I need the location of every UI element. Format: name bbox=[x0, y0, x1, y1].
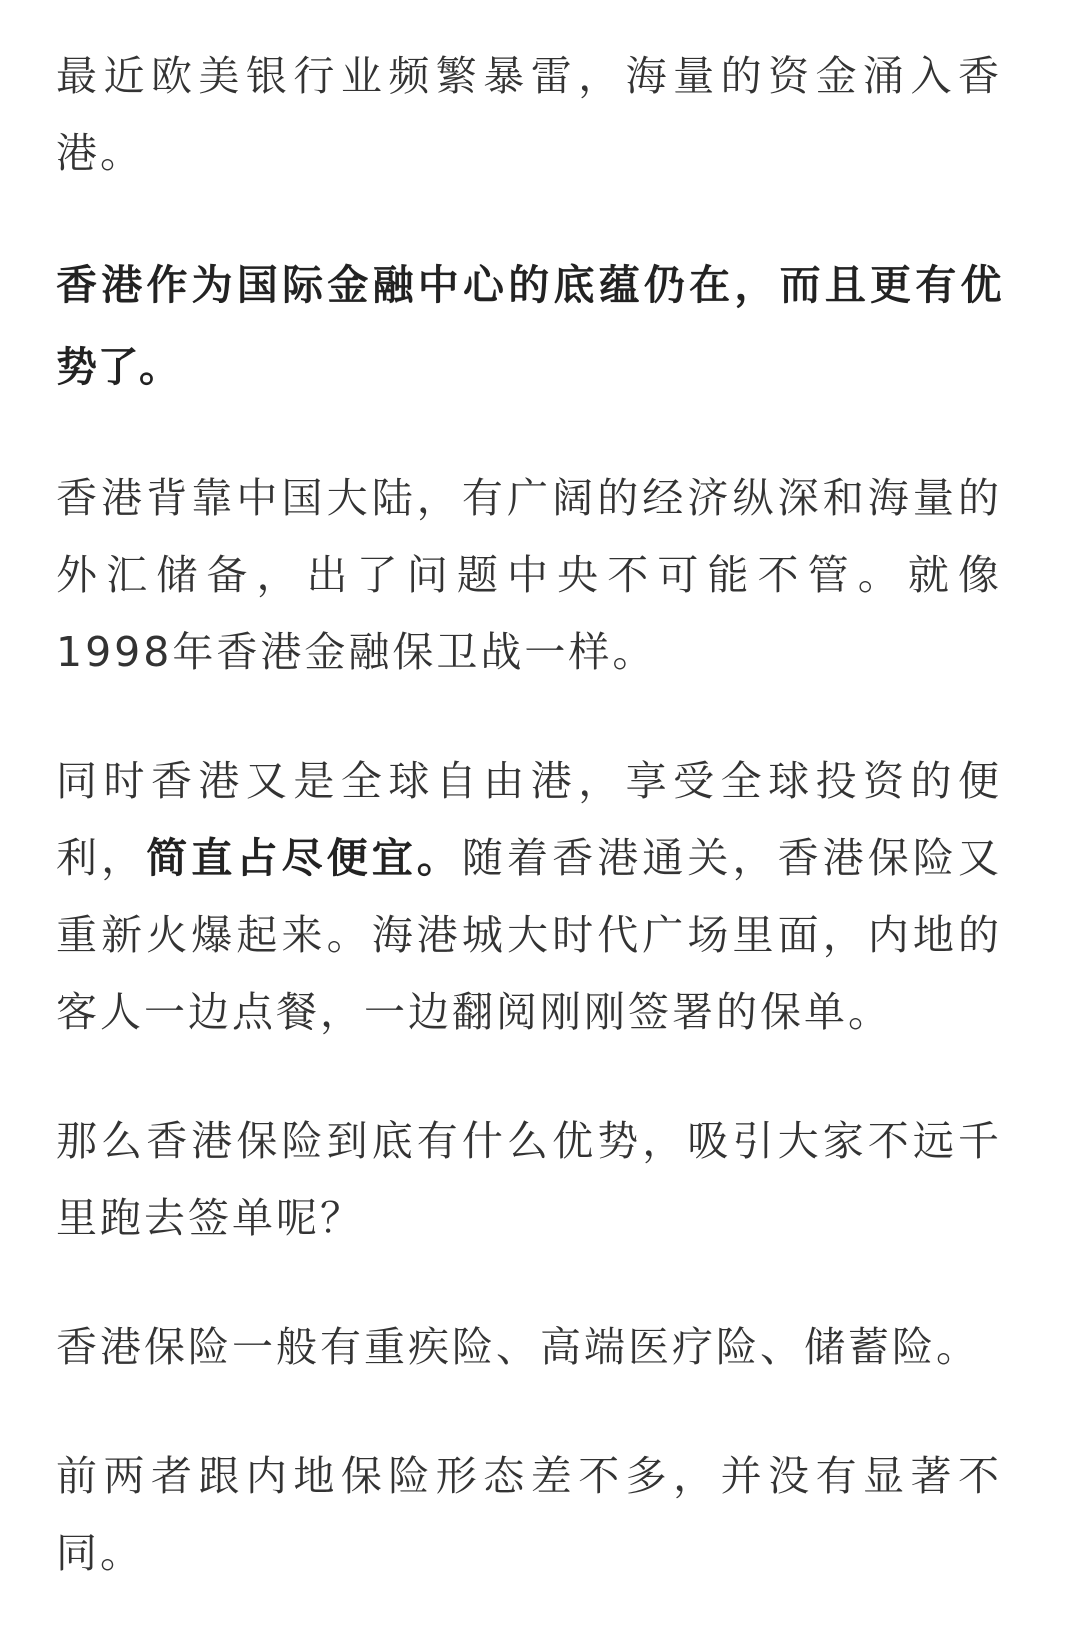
text-line: 港。 bbox=[56, 129, 144, 177]
text-line: 客人一边点餐，一边翻阅刚刚签署的保单。 bbox=[56, 988, 892, 1036]
text-line: 那么香港保险到底有什么优势，吸引大家不远千 bbox=[56, 1117, 1002, 1165]
paragraph-intro bbox=[56, 38, 1002, 192]
text-line: 香港作为国际金融中心的底蕴仍在，而且更有优 bbox=[56, 261, 1002, 309]
paragraph-question bbox=[56, 1103, 1002, 1257]
bold-text-segment: 简直占尽便宜。 bbox=[146, 834, 462, 882]
text-line: 同时香港又是全球自由港，享受全球投资的便 bbox=[56, 757, 1002, 805]
text-line: 香港保险一般有重疾险、高端医疗险、储蓄险。 bbox=[56, 1323, 980, 1371]
paragraph-comparison bbox=[56, 1438, 1002, 1592]
text-line: 势了。 bbox=[56, 343, 181, 391]
text-segment: 随着香港通关，香港保险又 bbox=[461, 834, 1003, 882]
text-line: 前两者跟内地保险形态差不多，并没有显著不 bbox=[56, 1452, 1002, 1500]
text-line: 同。 bbox=[56, 1529, 144, 1577]
text-line: 香港背靠中国大陆，有广阔的经济纵深和海量的 bbox=[56, 474, 1002, 522]
text-line: 里跑去签单呢？ bbox=[56, 1194, 364, 1242]
text-line: 1998年香港金融保卫战一样。 bbox=[56, 628, 657, 676]
paragraph-mainland-support bbox=[56, 460, 1002, 691]
text-line: 重新火爆起来。海港城大时代广场里面，内地的 bbox=[56, 911, 1002, 959]
text-line-mixed bbox=[56, 820, 1002, 897]
text-line: 外汇储备，出了问题中央不可能不管。就像 bbox=[56, 551, 1002, 599]
paragraph-free-port bbox=[56, 743, 1002, 1051]
text-segment: 利， bbox=[56, 834, 147, 882]
paragraph-insurance-types bbox=[56, 1309, 1002, 1386]
article-body bbox=[56, 38, 1002, 1644]
text-line: 最近欧美银行业频繁暴雷，海量的资金涌入香 bbox=[56, 52, 1002, 100]
paragraph-highlight bbox=[56, 244, 1002, 408]
